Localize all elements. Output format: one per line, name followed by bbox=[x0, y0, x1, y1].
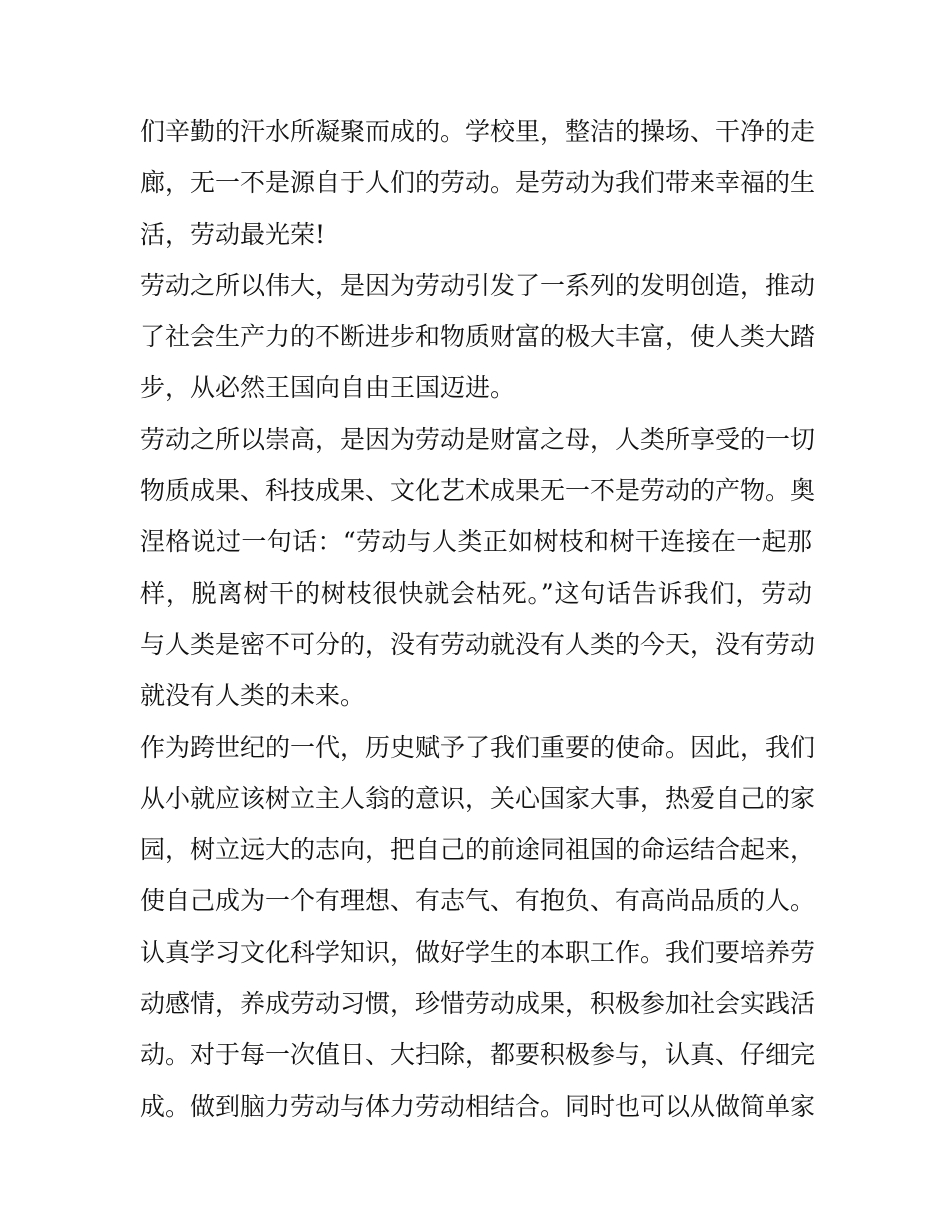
text-line: 们辛勤的汗水所凝聚而成的。学校里，整洁的操场、干净的走 bbox=[140, 117, 816, 146]
text-line: 成。做到脑力劳动与体力劳动相结合。同时也可以从做简单家 bbox=[140, 1091, 816, 1121]
text-line: 认真学习文化科学知识，做好学生的本职工作。我们要培养劳 bbox=[140, 937, 816, 967]
text-line: 动。对于每一次值日、大扫除，都要积极参与，认真、仔细完 bbox=[140, 1040, 816, 1070]
text-line: 廊，无一不是源自于人们的劳动。是劳动为我们带来幸福的生 bbox=[140, 168, 816, 198]
text-line: 劳动之所以伟大，是因为劳动引发了一系列的发明创造，推动 bbox=[140, 270, 816, 300]
text-line: 从小就应该树立主人翁的意识，关心国家大事，热爱自己的家 bbox=[140, 783, 816, 813]
text-line: 作为跨世纪的一代，历史赋予了我们重要的使命。因此，我们 bbox=[140, 732, 816, 762]
text-line: 活，劳动最光荣! bbox=[140, 219, 326, 249]
text-line: 样，脱离树干的树枝很快就会枯死。”这句话告诉我们，劳动 bbox=[140, 578, 812, 608]
text-line: 步，从必然王国向自由王国迈进。 bbox=[140, 373, 516, 403]
text-line: 涅格说过一句话：“劳动与人类正如树枝和树干连接在一起那 bbox=[140, 527, 812, 557]
text-line: 使自己成为一个有理想、有志气、有抱负、有高尚品质的人。 bbox=[140, 886, 816, 916]
text-line: 劳动之所以崇高，是因为劳动是财富之母，人类所享受的一切 bbox=[140, 424, 816, 454]
text-line: 了社会生产力的不断进步和物质财富的极大丰富，使人类大踏 bbox=[140, 322, 816, 352]
text-line: 动感情，养成劳动习惯，珍惜劳动成果，积极参加社会实践活 bbox=[140, 989, 816, 1019]
text-line: 物质成果、科技成果、文化艺术成果无一不是劳动的产物。奥 bbox=[140, 476, 816, 506]
text-line: 与人类是密不可分的，没有劳动就没有人类的今天，没有劳动 bbox=[140, 629, 816, 659]
document-body-text bbox=[140, 106, 816, 1132]
text-line: 园，树立远大的志向，把自己的前途同祖国的命运结合起来， bbox=[140, 835, 816, 865]
text-line: 就没有人类的未来。 bbox=[140, 681, 366, 711]
